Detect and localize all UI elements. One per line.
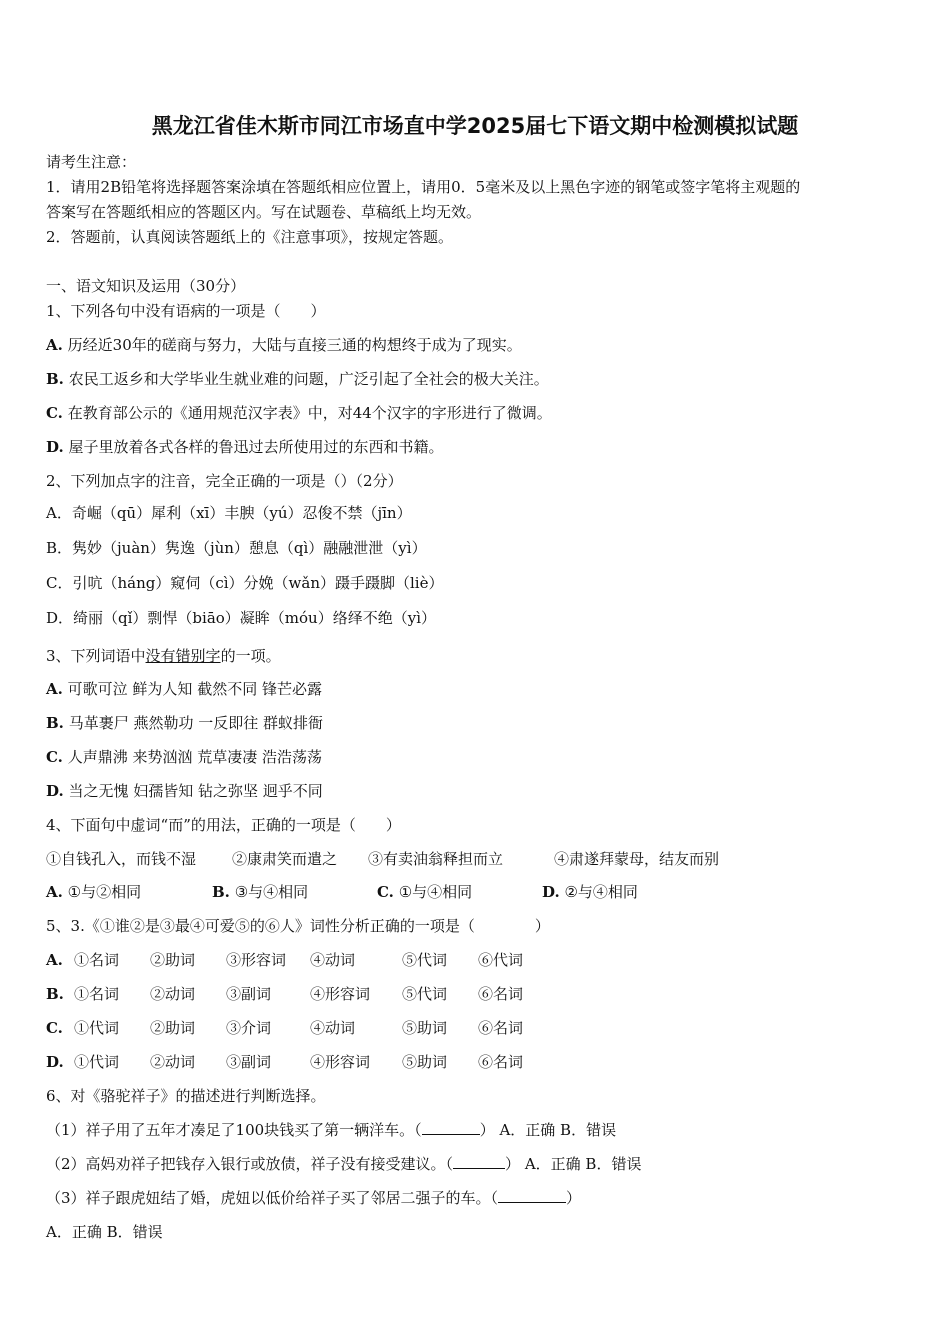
- option-label: A.: [46, 336, 63, 354]
- q3-option-c: [46, 747, 322, 767]
- option-label: B.: [46, 714, 64, 732]
- q4-stem: 4、下面句中虚词“而”的用法，正确的一项是（ ）: [46, 816, 401, 834]
- option-text: 在教育部公示的《通用规范汉字表》中，对44个汉字的字形进行了微调。: [67, 404, 552, 422]
- option-part: ②助词: [150, 951, 196, 969]
- q5-stem: 5、3.《①谁②是③最④可爱⑤的⑥人》词性分析正确的一项是（ ）: [46, 917, 550, 935]
- q5-option-b: [46, 984, 523, 1004]
- option-label: C.: [46, 404, 63, 422]
- option-part: ②动词: [150, 985, 196, 1003]
- q5-option-c: [46, 1018, 523, 1038]
- statement-close: ）: [566, 1189, 582, 1207]
- answer-blank[interactable]: [453, 1154, 505, 1169]
- q4-sentence-4: ④肃遂拜蒙母，结友而别: [554, 850, 720, 868]
- option-part: ②动词: [150, 1053, 196, 1071]
- option-label: D.: [542, 883, 560, 901]
- option-label: A.: [46, 883, 63, 901]
- q1-stem: 1、下列各句中没有语病的一项是（ ）: [46, 302, 326, 320]
- option-part: ⑥名词: [478, 985, 524, 1003]
- q1-option-d: [46, 437, 444, 457]
- q2-option-d: D．绮丽（qǐ）剽悍（biāo）凝眸（móu）络绎不绝（yì）: [46, 609, 436, 627]
- option-label: A.: [46, 951, 63, 969]
- option-text: ②与④相同: [564, 883, 638, 901]
- option-part: ④形容词: [310, 985, 371, 1003]
- option-label: C.: [377, 883, 394, 901]
- option-label: C.: [46, 748, 63, 766]
- option-part: ⑤助词: [402, 1053, 448, 1071]
- option-part: ①代词: [74, 1019, 120, 1037]
- statement-text: （3）祥子跟虎妞结了婚，虎妞以低价给祥子买了邻居二强子的车。（: [46, 1189, 499, 1207]
- q3-stem: [46, 646, 281, 666]
- option-label: D.: [46, 782, 64, 800]
- notice-line-3: 2．答题前，认真阅读答题纸上的《注意事项》，按规定答题。: [46, 228, 454, 246]
- option-part: ③介词: [226, 1019, 272, 1037]
- option-text: 可歌可泣 鲜为人知 截然不同 锋芒必露: [67, 680, 322, 698]
- q6-statement-1: [46, 1120, 616, 1140]
- q4-sentences: [46, 849, 719, 869]
- option-part: ⑥名词: [478, 1019, 524, 1037]
- option-part: ⑥名词: [478, 1053, 524, 1071]
- q4-sentence-1: ①自钱孔入，而钱不湿: [46, 850, 197, 868]
- q1-option-c: [46, 403, 552, 423]
- option-label: B.: [46, 370, 64, 388]
- notice-heading: 请考生注意：: [46, 153, 137, 171]
- option-part: ⑥代词: [478, 951, 524, 969]
- option-text: 历经近30年的磋商与努力，大陆与直接三通的构想终于成为了现实。: [67, 336, 522, 354]
- option-text: 马革裹尸 燕然勒功 一反即往 群蚁排衙: [68, 714, 323, 732]
- option-label: D.: [46, 1053, 64, 1071]
- option-part: ①名词: [74, 951, 120, 969]
- option-label: C.: [46, 1019, 63, 1037]
- option-part: ③形容词: [226, 951, 287, 969]
- q2-option-c: C．引吭（háng）窥伺（cì）分娩（wǎn）蹑手蹑脚（liè）: [46, 574, 444, 592]
- page-title: 黑龙江省佳木斯市同江市场直中学2025届七下语文期中检测模拟试题: [151, 114, 799, 138]
- q6-statement-3: [46, 1188, 581, 1208]
- option-text: ①与④相同: [398, 883, 473, 901]
- option-part: ⑤代词: [402, 985, 448, 1003]
- statement-text: （2）高妈劝祥子把钱存入银行或放债，祥子没有接受建议。（: [46, 1155, 454, 1173]
- q2-stem: 2、下列加点字的注音，完全正确的一项是（）（2分）: [46, 472, 403, 490]
- q2-option-b: B．隽妙（juàn）隽逸（jùn）憩息（qì）融融泄泄（yì）: [46, 539, 427, 557]
- q5-option-d: [46, 1052, 523, 1072]
- option-part: ④动词: [310, 951, 356, 969]
- notice-line-1: 1．请用2B铅笔将选择题答案涂填在答题纸相应位置上，请用0．5毫米及以上黑色字迹的钢笔或签字笔将主观题的: [46, 178, 801, 196]
- q3-option-d: [46, 781, 323, 801]
- option-text: 屋子里放着各式各样的鲁迅过去所使用过的东西和书籍。: [68, 438, 444, 456]
- option-part: ⑤代词: [402, 951, 448, 969]
- q1-option-a: [46, 335, 522, 355]
- option-part: ④形容词: [310, 1053, 371, 1071]
- q6-stem: 6、对《骆驼祥子》的描述进行判断选择。: [46, 1087, 326, 1105]
- option-text: 当之无愧 妇孺皆知 钻之弥坚 迥乎不同: [68, 782, 323, 800]
- q1-option-b: [46, 369, 549, 389]
- q4-option-b: [212, 882, 377, 902]
- option-text: ③与④相同: [234, 883, 309, 901]
- statement-text: （1）祥子用了五年才凑足了100块钱买了第一辆洋车。（: [46, 1121, 422, 1139]
- q3-stem-pre: 3、下列词语中: [46, 647, 146, 665]
- option-part: ⑤助词: [402, 1019, 448, 1037]
- notice-line-2: 答案写在答题纸相应的答题区内。写在试题卷、草稿纸上均无效。: [46, 203, 482, 221]
- q5-option-a: [46, 950, 523, 970]
- option-part: ①名词: [74, 985, 120, 1003]
- q2-option-a: A．奇崛（qū）犀利（xī）丰腴（yú）忍俊不禁（jīn）: [46, 504, 412, 522]
- q6-statement-3-choices: A．正确 B．错误: [46, 1223, 163, 1241]
- q3-option-a: [46, 679, 322, 699]
- option-text: 人声鼎沸 来势汹汹 荒草凄凄 浩浩荡荡: [67, 748, 322, 766]
- option-label: B.: [46, 985, 64, 1003]
- q4-option-c: [377, 882, 542, 902]
- option-part: ③副词: [226, 1053, 272, 1071]
- option-text: ①与②相同: [67, 883, 142, 901]
- q4-options: [46, 882, 638, 902]
- q3-stem-post: 的一项。: [220, 647, 281, 665]
- option-part: ①代词: [74, 1053, 120, 1071]
- section-heading: 一、语文知识及运用（30分）: [46, 277, 246, 295]
- q3-option-b: [46, 713, 323, 733]
- statement-choices: ） A．正确 B．错误: [479, 1121, 617, 1139]
- q4-option-d: [542, 883, 638, 901]
- option-part: ③副词: [226, 985, 272, 1003]
- q3-stem-emphasis: 没有错别字: [145, 647, 221, 665]
- option-part: ④动词: [310, 1019, 356, 1037]
- option-label: A.: [46, 680, 63, 698]
- q4-sentence-2: ②康肃笑而遣之: [232, 850, 338, 868]
- option-text: 农民工返乡和大学毕业生就业难的问题，广泛引起了全社会的极大关注。: [68, 370, 549, 388]
- option-part: ②助词: [150, 1019, 196, 1037]
- q6-statement-2: [46, 1154, 641, 1174]
- answer-blank[interactable]: [498, 1188, 566, 1203]
- q4-sentence-3: ③有卖油翁释担而立: [368, 850, 504, 868]
- statement-choices: ） A．正确 B．错误: [505, 1155, 642, 1173]
- option-label: B.: [212, 883, 230, 901]
- q4-option-a: [46, 882, 212, 902]
- answer-blank[interactable]: [422, 1120, 480, 1135]
- option-label: D.: [46, 438, 64, 456]
